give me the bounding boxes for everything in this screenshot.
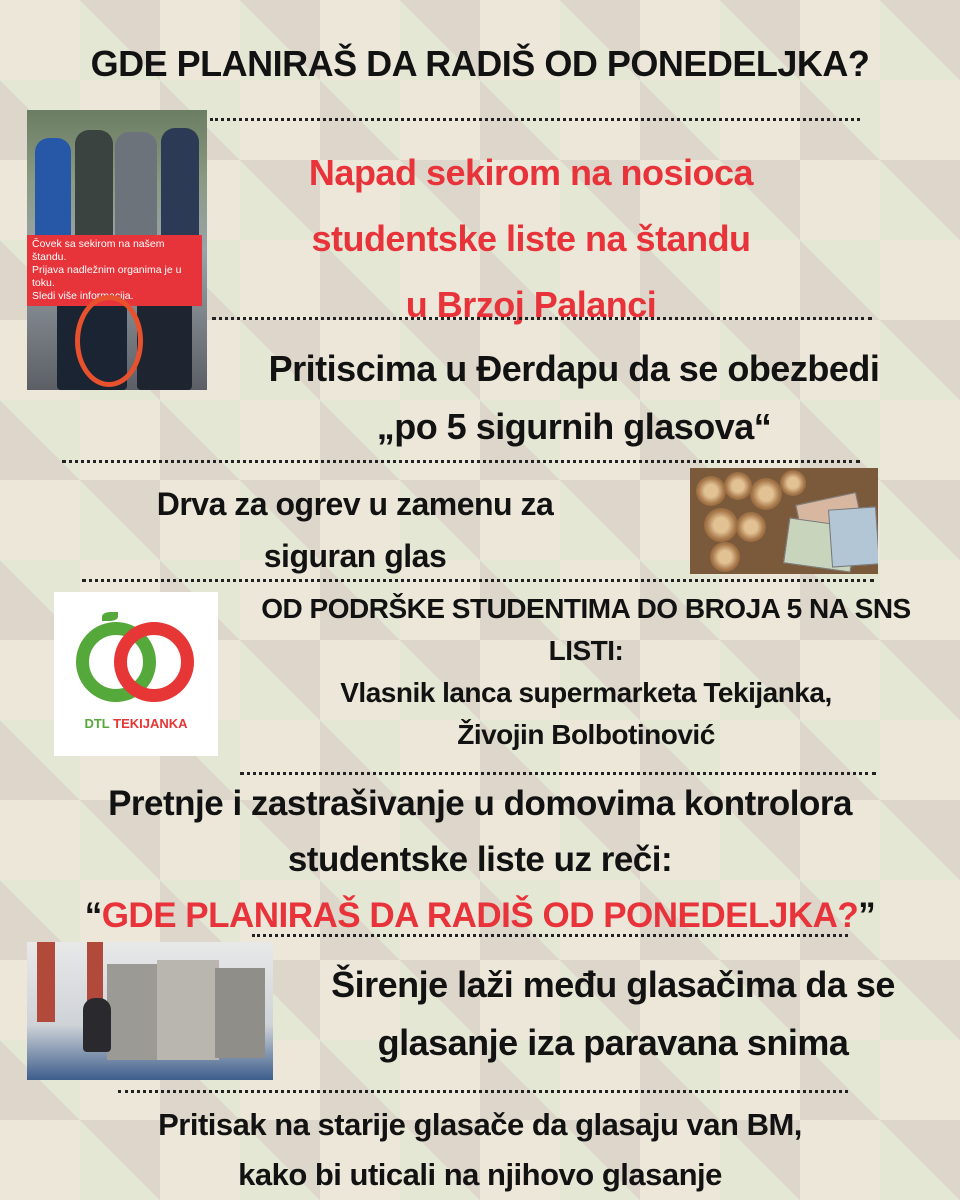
item-threats: Pretnje i zastrašivanje u domovima kontrolora studentske liste uz reči: “GDE PLANIRAŠ DA RADIŠ OD PONEDELJKA?” — [84, 784, 876, 935]
quote-open: “ — [84, 896, 102, 935]
divider — [118, 1090, 848, 1093]
page-title: GDE PLANIRAŠ DA RADIŠ OD PONEDELJKA? — [90, 43, 870, 84]
divider — [252, 934, 848, 937]
tekijanka-logo — [54, 592, 218, 756]
highlight-circle — [75, 295, 143, 387]
logo-name: TEKIJANKA — [113, 716, 188, 731]
item-axe-attack: Napad sekirom na nosioca studentske liste na štandu u Brzoj Palanci — [308, 152, 754, 325]
voting-booth-photo — [27, 942, 273, 1080]
item-firewood: Drva za ogrev u zamenu za siguran glas — [156, 486, 554, 574]
divider — [210, 118, 860, 121]
item-lies-recording: Širenje laži među glasačima da se glasanje iza paravana snima — [331, 964, 895, 1063]
photo-caption: Čovek sa sekirom na našem štandu. Prijava nadležnim organima je u toku. Sledi više informacija. — [27, 235, 202, 306]
threat-quote: GDE PLANIRAŠ DA RADIŠ OD PONEDELJKA? — [101, 896, 859, 935]
item-djerdap-pressure: Pritiscima u Đerdapu da se obezbedi „po 5 sigurnih glasova“ — [268, 348, 880, 447]
divider — [240, 772, 876, 775]
divider — [212, 317, 872, 320]
firewood-money-photo — [690, 468, 878, 574]
item-elderly-pressure: Pritisak na starije glasače da glasaju van BM, kako bi uticali na njihovo glasanje — [158, 1107, 802, 1192]
logo-prefix: DTL — [84, 716, 110, 731]
divider — [82, 579, 874, 582]
item-tekijanka-owner: OD PODRŠKE STUDENTIMA DO BROJA 5 NA SNS LISTI: Vlasnik lanca supermarketa Tekijanka, Živojin Bolbotinović — [261, 593, 911, 750]
quote-close: ” — [858, 896, 876, 935]
axe-attack-photo — [27, 110, 207, 390]
divider — [62, 460, 860, 463]
